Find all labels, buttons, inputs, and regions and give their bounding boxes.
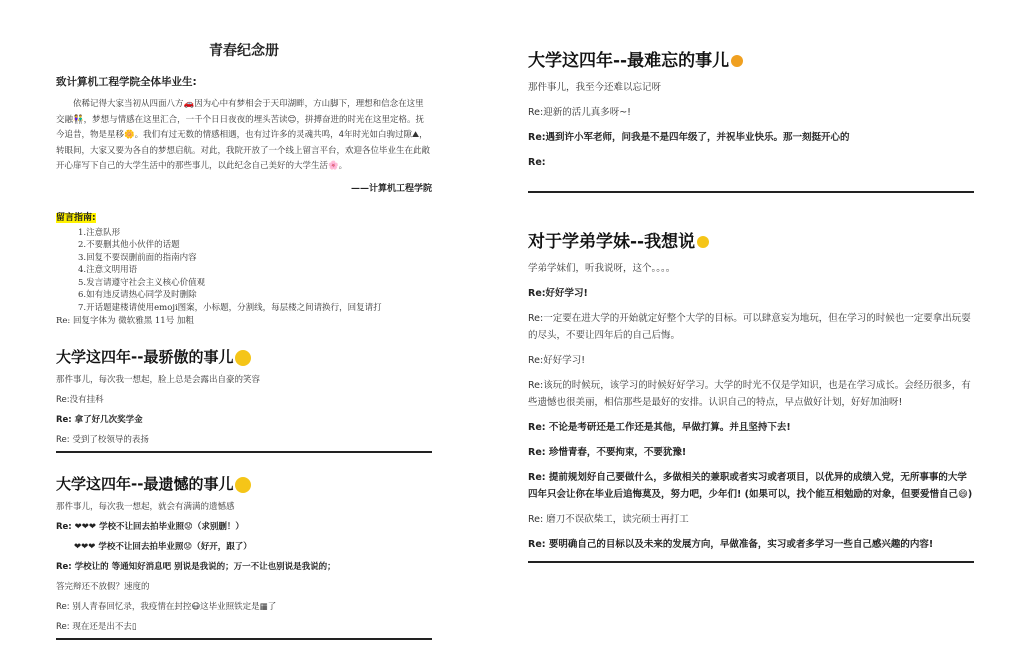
guide-item: 5.发言请遵守社会主义核心价值观: [78, 277, 206, 288]
page-title: 青春纪念册: [209, 43, 279, 59]
guide-heading-label: 留言指南:: [56, 212, 96, 223]
guide-item: 6.如有违反请热心同学及时删除: [78, 290, 197, 300]
reply-line: Re:好好学习!: [528, 355, 586, 366]
reply-line: Re: 要明确自己的目标以及未来的发展方向，早做准备，实习或者多学习一些自己感兴趣的内容!: [528, 539, 934, 550]
signature: ——计算机工程学院: [350, 183, 432, 194]
salutation: 致计算机工程学院全体毕业生:: [56, 76, 197, 88]
section-advice: [528, 227, 974, 563]
guide-item: 4.注意文明用语: [78, 265, 138, 275]
section-line: 那件事儿，我至今还难以忘记呀: [528, 82, 662, 93]
reply-line: Re: 珍惜青春，不要拘束，不要犹豫!: [528, 447, 687, 458]
section-memorable: [528, 46, 974, 193]
section-line: 那件事儿，每次我一想起，脸上总是会露出自豪的笑容: [56, 375, 261, 385]
guide-note: Re: 回复字体为 微软雅黑 11号 加粗: [56, 316, 194, 326]
guide-item: 7.开话题建楼请使用emoji图案，小标题，分割线，每层楼之间请换行，回复请打: [78, 302, 382, 313]
reply-line: 答完辩还不放假？速度的: [56, 582, 150, 592]
left-page: [56, 0, 432, 640]
intro-paragraph: 依稀记得大家当初从四面八方🚗因为心中有梦相会于天印湖畔，方山脚下，理想和信念在这里交融👫，梦想与情感在这里汇合，一千个日日夜夜的埋头苦读😊，拼搏奋进的时光在这里定格。抚今追昔，物是星移🌼。我们有过无数的情感相遇，也有过许多的灵魂共鸣，4年时光如白驹过隙⛰，转眼间，大家又要为各自的梦想启航。对此，我院开放了一个线上留言平台，欢迎各位毕业生在此敞开心扉写下自己的大学生活中的那些事儿，以此纪念自己美好的大学生活🌸。: [56, 99, 431, 171]
reply-line: Re:: [528, 157, 546, 168]
section-proudest: [56, 346, 432, 453]
thinking-emoji-icon: [697, 236, 709, 248]
reply-line: Re:一定要在进大学的开始就定好整个大学的目标。可以肆意妄为地玩，但在学习的时候也一定要拿出玩耍的尽头，不要让四年后的自己后悔。: [528, 313, 971, 341]
divider: [56, 638, 432, 640]
divider: [528, 561, 974, 563]
reply-line: Re: 磨刀不误砍柴工，读完硕士再打工: [528, 514, 689, 525]
section-line: 学弟学妹们，听我说呀，这个。。。。: [528, 263, 676, 274]
reply-line: Re: 现在还是出不去▯: [56, 622, 137, 632]
section-heading: 大学这四年--最遗憾的事儿: [56, 473, 432, 494]
guide-list: [56, 227, 432, 315]
reply-line: Re: 不论是考研还是工作还是其他，早做打算。并且坚持下去!: [528, 422, 791, 433]
tongue-emoji-icon: [731, 55, 743, 67]
guide-item: 1.注意队形: [78, 227, 121, 238]
reply-line: Re: 学校让的 等通知好消息吧 别说是我说的；万一不让也别说是我说的；: [56, 562, 336, 572]
section-line: 那件事儿，每次我一想起，就会有满满的遗憾感: [56, 502, 235, 512]
reply-line: ❤❤❤ 学校不让回去拍毕业照😟（好开，跟了）: [74, 542, 252, 552]
reply-line: Re:迎新的活儿真多呀~!: [528, 107, 631, 118]
reply-line: Re: 别人青春回忆录，我疫情在封控😷这毕业照铁定是▦了: [56, 602, 277, 612]
guide-item: 3.回复不要误删前面的指南内容: [78, 252, 197, 263]
section-heading: 对于学弟学妹--我想说: [528, 227, 974, 252]
guide-item: 2.不要删其他小伙伴的话题: [78, 240, 180, 250]
reply-line: Re:该玩的时候玩，该学习的时候好好学习。大学的时光不仅是学知识，也是在学习成长。会经历很多，有些遗憾也很美丽，相信那些是最好的安排。认识自己的特点，早点做好计划，好好加油呀!: [528, 380, 971, 408]
reply-line: Re:好好学习!: [528, 288, 588, 299]
section-heading: 大学这四年--最骄傲的事儿: [56, 346, 432, 367]
sad-emoji-icon: [235, 477, 251, 493]
reply-line: Re: 受到了校领导的表扬: [56, 435, 149, 445]
reply-line: Re:没有挂科: [56, 395, 104, 405]
section-heading: 大学这四年--最难忘的事儿: [528, 46, 974, 71]
section-regret: [56, 473, 432, 640]
smile-emoji-icon: [235, 350, 251, 366]
right-page: [528, 0, 974, 563]
reply-line: Re: 提前规划好自己要做什么，多做相关的兼职或者实习或者项目，以优异的成绩入党，无所事事的大学四年只会让你在毕业后追悔莫及，努力吧，少年们! (如果可以，找个能互相勉励的对象，但要爱惜自己😄): [528, 472, 973, 500]
divider: [528, 191, 974, 193]
guide-heading: [56, 210, 432, 223]
reply-line: Re:遇到许小军老师，问我是不是四年级了，并祝毕业快乐。那一刻挺开心的: [528, 132, 850, 143]
reply-line: Re: ❤❤❤ 学校不让回去拍毕业照😟（求别删！）: [56, 522, 244, 532]
divider: [56, 451, 432, 453]
reply-line: Re: 拿了好几次奖学金: [56, 415, 143, 425]
